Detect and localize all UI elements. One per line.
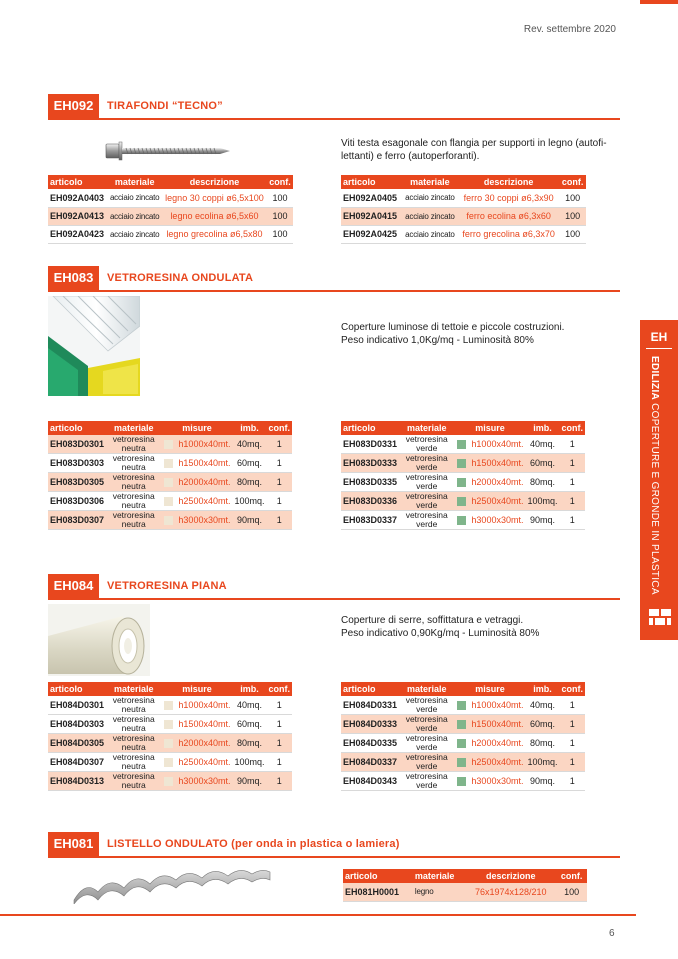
cell-conf: 1 [267,454,293,473]
color-swatch [454,753,469,772]
cell-material: vetroresina verde [399,492,454,511]
cell-conf: 1 [560,511,586,530]
cell-code: EH084D0305 [48,734,106,753]
product-table-eh084-right [341,682,585,791]
cell-size: h2000x40mt. [469,473,525,492]
col-header-conf: conf. [559,175,586,189]
cell-size: h2000x40mt. [176,473,232,492]
cell-size: h1500x40mt. [469,454,525,473]
cell-size: h2000x40mt. [176,734,232,753]
col-header-descrizione: descrizione [465,869,556,883]
cell-code: EH084D0313 [48,772,106,791]
cell-conf: 1 [267,715,293,734]
cell-imb: 100mq. [525,492,559,511]
cell-conf: 1 [560,696,586,715]
cell-material: vetroresina verde [399,715,454,734]
col-header-imb: imb. [232,421,266,435]
color-swatch [161,473,176,492]
col-header-articolo: articolo [343,869,413,883]
cell-imb: 80mq. [525,473,559,492]
color-swatch [454,696,469,715]
cell-imb: 80mq. [232,473,266,492]
table-header-row [341,421,585,435]
cell-material: vetroresina neutra [106,435,161,454]
cell-description: legno grecolina ø6,5x80 [162,225,267,243]
table-row [48,492,292,511]
cell-description: ferro ecolina ø6,3x60 [458,207,559,225]
col-header-conf: conf. [561,684,583,694]
col-header-articolo: articolo [48,175,107,189]
table-row [341,772,585,791]
cell-conf: 1 [267,492,293,511]
table-row [48,734,292,753]
category-code: EH [650,330,668,344]
cell-size: h2500x40mt. [176,753,232,772]
cell-material: vetroresina neutra [106,473,161,492]
col-header-articolo: articolo [48,421,106,435]
cell-code: EH083D0335 [341,473,399,492]
cell-size: h1500x40mt. [469,715,525,734]
table-row [341,207,586,225]
cell-imb: 90mq. [525,511,559,530]
cell-material: acciaio zincato [107,225,162,243]
cell-code: EH083D0303 [48,454,106,473]
cell-material: vetroresina verde [399,696,454,715]
table-row [48,511,292,530]
cell-conf: 1 [267,435,293,454]
cell-size: h3000x30mt. [469,772,525,791]
cell-size: h2000x40mt. [469,734,525,753]
color-swatch [454,454,469,473]
cell-conf: 1 [560,753,586,772]
cell-material: vetroresina neutra [106,454,161,473]
cell-conf: 100 [267,225,293,243]
cell-size: h1500x40mt. [176,715,232,734]
col-header-materiale: materiale [402,175,458,189]
table-row [48,207,293,225]
cell-code: EH092A0405 [341,189,402,207]
cell-material: vetroresina verde [399,435,454,454]
page-number: 6 [609,928,615,939]
cell-code: EH092A0425 [341,225,402,243]
revision-label: Rev. settembre 2020 [523,24,616,35]
cell-imb: 40mq. [525,435,559,454]
cell-code: EH092A0415 [341,207,402,225]
cell-code: EH084D0335 [341,734,399,753]
table-row [341,753,585,772]
cell-material: vetroresina verde [399,772,454,791]
col-header-materiale: materiale [107,175,162,189]
cell-conf: 1 [560,435,586,454]
cell-code: EH083D0336 [341,492,399,511]
table-row [341,492,585,511]
col-header-conf: conf. [561,423,583,433]
cell-conf: 1 [560,715,586,734]
cell-code: EH092A0413 [48,207,107,225]
cell-conf: 1 [560,772,586,791]
cell-material: acciaio zincato [402,189,458,207]
table-row [341,189,586,207]
cell-material: vetroresina neutra [106,772,161,791]
col-header-articolo: articolo [341,421,399,435]
cell-material: vetroresina neutra [106,734,161,753]
col-header-conf: conf. [268,684,290,694]
cell-conf: 1 [267,772,293,791]
color-swatch [161,715,176,734]
cell-imb: 100mq. [525,753,559,772]
cell-material: vetroresina verde [399,511,454,530]
color-swatch [454,772,469,791]
product-table-eh083-right [341,421,585,530]
cell-imb: 90mq. [525,772,559,791]
cell-description: 76x1974x128/210 [465,883,556,901]
cell-material: acciaio zincato [107,207,162,225]
color-swatch [161,511,176,530]
table-row [341,473,585,492]
cell-size: h3000x30mt. [176,511,232,530]
cell-material: acciaio zincato [402,225,458,243]
cell-material: acciaio zincato [107,189,162,207]
cell-conf: 100 [559,225,586,243]
cell-code: EH083D0337 [341,511,399,530]
table-row [48,473,292,492]
col-header-materiale: materiale [106,682,161,696]
cell-description: legno 30 coppi ø6,5x100 [162,189,267,207]
table-row [341,511,585,530]
table-header-row [341,682,585,696]
cell-code: EH083D0305 [48,473,106,492]
cell-code: EH084D0331 [341,696,399,715]
cell-description: ferro 30 coppi ø6,3x90 [458,189,559,207]
table-row [341,454,585,473]
section-title: TIRAFONDI “TECNO” [107,100,223,112]
section-underline [48,598,620,600]
col-header-misure: misure [454,682,525,696]
cell-size: h2500x40mt. [469,492,525,511]
table-row [48,435,292,454]
cell-imb: 90mq. [232,511,266,530]
section-underline [48,118,620,120]
color-swatch [161,734,176,753]
cell-material: vetroresina verde [399,753,454,772]
cell-code: EH084D0337 [341,753,399,772]
col-header-conf: conf. [268,423,290,433]
table-row [48,189,293,207]
section-description: Coperture luminose di tettoie e piccole costruzioni. Peso indicativo 1,0Kg/mq - Luminosità 80% [341,322,565,346]
table-row [48,772,292,791]
col-header-descrizione: descrizione [458,175,559,189]
section-description: Viti testa esagonale con flangia per supporti in legno (autofi- lettanti) e ferro (autoperforanti). [341,138,607,162]
cell-code: EH092A0403 [48,189,107,207]
product-table-eh092-right [341,175,586,244]
cell-size: h2500x40mt. [469,753,525,772]
color-swatch [161,753,176,772]
cell-conf: 100 [267,207,293,225]
cell-size: h1000x40mt. [176,696,232,715]
cell-description: ferro grecolina ø6,3x70 [458,225,559,243]
cell-imb: 60mq. [525,454,559,473]
table-header-row [343,869,587,883]
cell-conf: 100 [556,883,587,901]
cell-imb: 60mq. [232,454,266,473]
col-header-articolo: articolo [48,682,106,696]
cell-imb: 40mq. [232,435,266,454]
table-header-row [48,175,293,189]
cell-code: EH083D0331 [341,435,399,454]
cell-code: EH083D0301 [48,435,106,454]
section-code: EH081 [48,832,99,856]
col-header-imb: imb. [232,682,266,696]
col-header-conf: conf. [556,869,587,883]
table-header-row [341,175,586,189]
table-row [341,734,585,753]
cell-imb: 80mq. [232,734,266,753]
table-header-row [48,421,292,435]
cell-material: vetroresina verde [399,473,454,492]
section-title: LISTELLO ONDULATO (per onda in plastica o lamiera) [107,838,400,850]
section-underline [48,290,620,292]
cell-code: EH084D0343 [341,772,399,791]
cell-conf: 1 [267,511,293,530]
col-header-misure: misure [161,421,232,435]
category-side-tab [640,320,678,640]
cell-material: vetroresina neutra [106,753,161,772]
product-table-eh081 [343,869,587,902]
table-row [48,715,292,734]
col-header-imb: imb. [525,682,559,696]
col-header-materiale: materiale [106,421,161,435]
table-row [48,696,292,715]
cell-conf: 1 [560,473,586,492]
section-title: VETRORESINA PIANA [107,580,227,592]
cell-size: h3000x30mt. [176,772,232,791]
section-code: EH092 [48,94,99,118]
product-table-eh083-left [48,421,292,530]
color-swatch [454,734,469,753]
cell-code: EH084D0303 [48,715,106,734]
cell-conf: 1 [267,753,293,772]
table-row [48,454,292,473]
color-swatch [161,696,176,715]
category-label [649,356,660,595]
color-swatch [161,454,176,473]
section-title: VETRORESINA ONDULATA [107,272,254,284]
table-row [48,753,292,772]
category-label-rest: COPERTURE E GRONDE IN PLASTICA [649,400,660,595]
col-header-articolo: articolo [341,682,399,696]
col-header-descrizione: descrizione [162,175,267,189]
product-table-eh084-left [48,682,292,791]
color-swatch [454,715,469,734]
color-swatch [161,435,176,454]
cell-conf: 100 [559,189,586,207]
table-header-row [48,682,292,696]
table-row [341,225,586,243]
col-header-materiale: materiale [399,421,454,435]
screw-image [104,141,232,161]
cell-material: vetroresina neutra [106,492,161,511]
cell-material: vetroresina verde [399,734,454,753]
color-swatch [454,473,469,492]
col-header-misure: misure [454,421,525,435]
cell-code: EH083D0333 [341,454,399,473]
cell-imb: 60mq. [525,715,559,734]
table-row [343,883,587,901]
cell-size: h1000x40mt. [176,435,232,454]
top-corner-tab [640,0,678,4]
cell-size: h2500x40mt. [176,492,232,511]
table-row [48,225,293,243]
cell-imb: 80mq. [525,734,559,753]
cell-code: EH084D0333 [341,715,399,734]
cell-code: EH084D0301 [48,696,106,715]
cell-conf: 100 [267,189,293,207]
cell-imb: 90mq. [232,772,266,791]
section-code: EH083 [48,266,99,290]
flat-roll-image [48,604,150,676]
cell-conf: 1 [560,492,586,511]
cell-conf: 1 [267,734,293,753]
cell-material: acciaio zincato [402,207,458,225]
col-header-misure: misure [161,682,232,696]
cell-code: EH083D0307 [48,511,106,530]
col-header-conf: conf. [267,175,293,189]
cell-code: EH092A0423 [48,225,107,243]
cell-conf: 1 [560,454,586,473]
cell-imb: 100mq. [232,492,266,511]
cell-imb: 60mq. [232,715,266,734]
color-swatch [454,511,469,530]
cell-description: legno ecolina ø6,5x60 [162,207,267,225]
cell-imb: 40mq. [525,696,559,715]
cell-code: EH081H0001 [343,883,413,901]
cell-imb: 100mq. [232,753,266,772]
cell-size: h1500x40mt. [176,454,232,473]
section-code: EH084 [48,574,99,598]
cell-material: vetroresina verde [399,454,454,473]
cell-conf: 100 [559,207,586,225]
cell-code: EH083D0306 [48,492,106,511]
color-swatch [161,492,176,511]
color-swatch [454,435,469,454]
color-swatch [454,492,469,511]
cell-imb: 40mq. [232,696,266,715]
cell-conf: 1 [560,734,586,753]
color-swatch [161,772,176,791]
cell-conf: 1 [267,473,293,492]
section-description: Coperture di serre, soffittatura e vetraggi. Peso indicativo 0,90Kg/mq - Luminosità 80% [341,615,540,639]
cell-material: vetroresina neutra [106,696,161,715]
product-table-eh092-left [48,175,293,244]
table-row [341,435,585,454]
cell-size: h1000x40mt. [469,435,525,454]
wavy-strip-image [72,870,272,904]
cell-size: h1000x40mt. [469,696,525,715]
category-divider [646,348,672,349]
cell-material: legno [413,883,465,901]
section-underline [48,856,620,858]
col-header-materiale: materiale [413,869,465,883]
category-label-bold: EDILIZIA [649,356,660,401]
cell-size: h3000x30mt. [469,511,525,530]
table-row [341,696,585,715]
table-row [341,715,585,734]
col-header-articolo: articolo [341,175,402,189]
cell-material: vetroresina neutra [106,511,161,530]
corrugated-sheets-image [48,296,140,396]
footer-rule [0,914,636,916]
col-header-materiale: materiale [399,682,454,696]
cell-conf: 1 [267,696,293,715]
cell-code: EH084D0307 [48,753,106,772]
cell-material: vetroresina neutra [106,715,161,734]
col-header-imb: imb. [525,421,559,435]
bricks-icon [649,609,671,625]
